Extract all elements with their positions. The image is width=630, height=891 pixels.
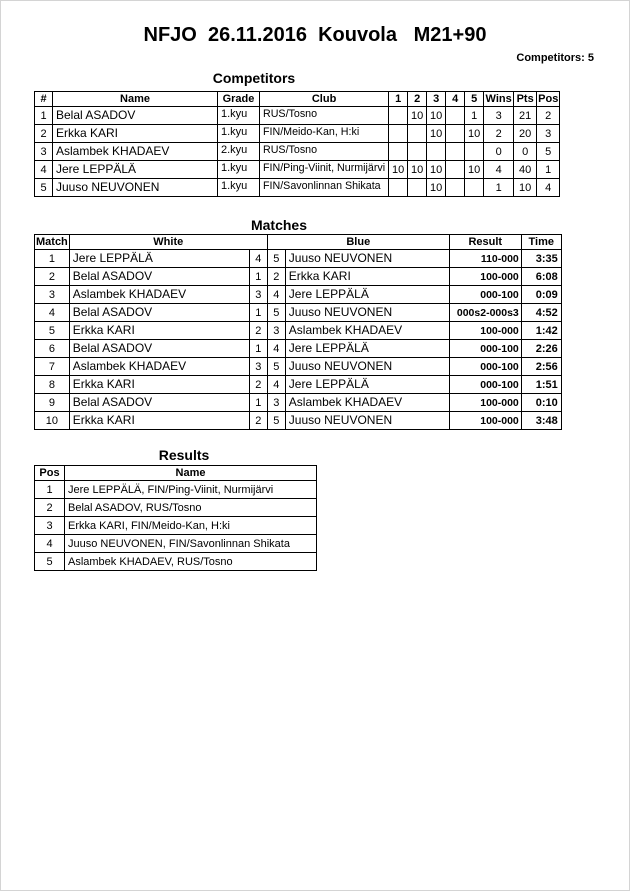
match-number-cell: 9 xyxy=(35,394,70,412)
white-name-cell: Jere LEPPÄLÄ xyxy=(69,250,249,268)
blue-name-cell: Juuso NEUVONEN xyxy=(285,304,449,322)
match-number-cell: 8 xyxy=(35,376,70,394)
competitor-grade-cell: 1.kyu xyxy=(218,179,260,197)
match-number-cell: 6 xyxy=(35,340,70,358)
competitor-score-vs-3-cell: 10 xyxy=(427,107,446,125)
header-opponent-3: 3 xyxy=(427,92,446,107)
page-title: NFJO 26.11.2016 Kouvola M21+90 xyxy=(143,24,487,46)
match-number-cell: 4 xyxy=(35,304,70,322)
match-result-cell: 100-000 xyxy=(449,322,521,340)
competitor-score-vs-1-cell: 10 xyxy=(389,161,408,179)
match-number-cell: 2 xyxy=(35,268,70,286)
competitor-name-cell: Belal ASADOV xyxy=(53,107,218,125)
white-competitor-number-cell: 2 xyxy=(249,376,267,394)
competitor-score-vs-2-cell: 10 xyxy=(408,161,427,179)
competitor-score-vs-4-cell xyxy=(446,143,465,161)
competitor-score-vs-3-cell xyxy=(427,143,446,161)
header-time: Time xyxy=(521,235,561,250)
white-competitor-number-cell: 1 xyxy=(249,394,267,412)
white-name-cell: Erkka KARI xyxy=(69,412,249,430)
competitor-number-cell: 1 xyxy=(35,107,53,125)
match-number-cell: 1 xyxy=(35,250,70,268)
result-position-cell: 4 xyxy=(35,535,65,553)
match-row xyxy=(35,268,562,286)
blue-competitor-number-cell: 5 xyxy=(267,250,285,268)
match-result-cell: 000-100 xyxy=(449,376,521,394)
blue-name-cell: Juuso NEUVONEN xyxy=(285,358,449,376)
result-position-cell: 1 xyxy=(35,481,65,499)
matches-section-title: Matches xyxy=(250,217,308,233)
header-number: # xyxy=(35,92,53,107)
match-time-cell: 3:48 xyxy=(521,412,561,430)
competitor-score-vs-5-cell: 10 xyxy=(465,125,484,143)
competitor-score-vs-4-cell xyxy=(446,179,465,197)
competitor-club-cell: FIN/Ping-Viinit, Nurmijärvi xyxy=(260,161,389,179)
competitor-points-cell: 10 xyxy=(514,179,537,197)
result-position-cell: 2 xyxy=(35,499,65,517)
blue-name-cell: Jere LEPPÄLÄ xyxy=(285,286,449,304)
results-table xyxy=(34,465,317,571)
competitor-number-cell: 5 xyxy=(35,179,53,197)
match-row xyxy=(35,376,562,394)
competitor-name-cell: Aslambek KHADAEV xyxy=(53,143,218,161)
matches-header-row xyxy=(35,235,562,250)
blue-competitor-number-cell: 4 xyxy=(267,286,285,304)
white-competitor-number-cell: 2 xyxy=(249,322,267,340)
blue-competitor-number-cell: 4 xyxy=(267,376,285,394)
white-name-cell: Belal ASADOV xyxy=(69,304,249,322)
white-competitor-number-cell: 2 xyxy=(249,412,267,430)
header-result: Result xyxy=(449,235,521,250)
competitor-row xyxy=(35,143,560,161)
competitor-points-cell: 0 xyxy=(514,143,537,161)
header-club: Club xyxy=(260,92,389,107)
result-row xyxy=(35,481,317,499)
match-row xyxy=(35,304,562,322)
competitor-score-vs-4-cell xyxy=(446,161,465,179)
competitor-score-vs-4-cell xyxy=(446,125,465,143)
match-result-cell: 000s2-000s3 xyxy=(449,304,521,322)
competitor-score-vs-5-cell xyxy=(465,143,484,161)
match-time-cell: 3:35 xyxy=(521,250,561,268)
competitor-score-vs-2-cell xyxy=(408,179,427,197)
white-name-cell: Erkka KARI xyxy=(69,322,249,340)
white-competitor-number-cell: 3 xyxy=(249,358,267,376)
competitor-club-cell: RUS/Tosno xyxy=(260,143,389,161)
result-row xyxy=(35,535,317,553)
white-competitor-number-cell: 4 xyxy=(249,250,267,268)
header-opponent-2: 2 xyxy=(408,92,427,107)
competitor-position-cell: 5 xyxy=(537,143,560,161)
white-competitor-number-cell: 3 xyxy=(249,286,267,304)
blue-name-cell: Aslambek KHADAEV xyxy=(285,322,449,340)
white-competitor-number-cell: 1 xyxy=(249,268,267,286)
result-position-cell: 5 xyxy=(35,553,65,571)
match-result-cell: 000-100 xyxy=(449,286,521,304)
match-row xyxy=(35,412,562,430)
header-opponent-4: 4 xyxy=(446,92,465,107)
competitor-position-cell: 3 xyxy=(537,125,560,143)
competitor-score-vs-2-cell xyxy=(408,125,427,143)
competitor-score-vs-3-cell: 10 xyxy=(427,179,446,197)
match-time-cell: 1:51 xyxy=(521,376,561,394)
result-name-cell: Aslambek KHADAEV, RUS/Tosno xyxy=(65,553,317,571)
competitors-count-label: Competitors: 5 xyxy=(516,52,594,64)
white-name-cell: Aslambek KHADAEV xyxy=(69,358,249,376)
match-row xyxy=(35,286,562,304)
blue-competitor-number-cell: 2 xyxy=(267,268,285,286)
matches-table xyxy=(34,234,562,430)
match-number-cell: 10 xyxy=(35,412,70,430)
results-header-row xyxy=(35,466,317,481)
result-row xyxy=(35,553,317,571)
match-time-cell: 6:08 xyxy=(521,268,561,286)
match-time-cell: 1:42 xyxy=(521,322,561,340)
match-time-cell: 2:26 xyxy=(521,340,561,358)
competitor-score-vs-3-cell: 10 xyxy=(427,125,446,143)
competitor-club-cell: RUS/Tosno xyxy=(260,107,389,125)
matches-body xyxy=(35,250,562,430)
match-time-cell: 2:56 xyxy=(521,358,561,376)
competitor-name-cell: Jere LEPPÄLÄ xyxy=(53,161,218,179)
match-number-cell: 3 xyxy=(35,286,70,304)
competitor-score-vs-1-cell xyxy=(389,179,408,197)
competitor-club-cell: FIN/Savonlinnan Shikata xyxy=(260,179,389,197)
competitor-wins-cell: 4 xyxy=(484,161,514,179)
blue-name-cell: Juuso NEUVONEN xyxy=(285,412,449,430)
blue-competitor-number-cell: 3 xyxy=(267,322,285,340)
blue-name-cell: Erkka KARI xyxy=(285,268,449,286)
blue-competitor-number-cell: 5 xyxy=(267,358,285,376)
match-row xyxy=(35,250,562,268)
competitor-row xyxy=(35,179,560,197)
competitor-number-cell: 3 xyxy=(35,143,53,161)
competitor-position-cell: 4 xyxy=(537,179,560,197)
header-opponent-5: 5 xyxy=(465,92,484,107)
match-number-cell: 5 xyxy=(35,322,70,340)
competitor-grade-cell: 1.kyu xyxy=(218,107,260,125)
white-name-cell: Aslambek KHADAEV xyxy=(69,286,249,304)
blue-competitor-number-cell: 4 xyxy=(267,340,285,358)
competitor-number-cell: 2 xyxy=(35,125,53,143)
competitor-score-vs-5-cell: 10 xyxy=(465,161,484,179)
header-blue: Blue xyxy=(267,235,449,250)
result-row xyxy=(35,517,317,535)
competitor-row xyxy=(35,161,560,179)
match-result-cell: 110-000 xyxy=(449,250,521,268)
white-name-cell: Belal ASADOV xyxy=(69,340,249,358)
competitor-wins-cell: 0 xyxy=(484,143,514,161)
white-name-cell: Belal ASADOV xyxy=(69,394,249,412)
blue-competitor-number-cell: 5 xyxy=(267,412,285,430)
competitor-grade-cell: 2.kyu xyxy=(218,143,260,161)
competitor-row xyxy=(35,125,560,143)
header-points: Pts xyxy=(514,92,537,107)
header-name: Name xyxy=(53,92,218,107)
result-name-cell: Juuso NEUVONEN, FIN/Savonlinnan Shikata xyxy=(65,535,317,553)
results-section-title: Results xyxy=(158,447,210,463)
match-time-cell: 0:10 xyxy=(521,394,561,412)
match-time-cell: 4:52 xyxy=(521,304,561,322)
header-grade: Grade xyxy=(218,92,260,107)
competitor-name-cell: Juuso NEUVONEN xyxy=(53,179,218,197)
competitor-score-vs-5-cell: 1 xyxy=(465,107,484,125)
match-row xyxy=(35,322,562,340)
competitor-club-cell: FIN/Meido-Kan, H:ki xyxy=(260,125,389,143)
white-name-cell: Belal ASADOV xyxy=(69,268,249,286)
match-result-cell: 000-100 xyxy=(449,340,521,358)
match-result-cell: 100-000 xyxy=(449,412,521,430)
header-position: Pos xyxy=(538,93,559,105)
competitor-wins-cell: 2 xyxy=(484,125,514,143)
result-name-cell: Jere LEPPÄLÄ, FIN/Ping-Viinit, Nurmijärvi xyxy=(65,481,317,499)
competitor-points-cell: 40 xyxy=(514,161,537,179)
competitor-score-vs-1-cell xyxy=(389,125,408,143)
match-row xyxy=(35,358,562,376)
competitor-score-vs-1-cell xyxy=(389,107,408,125)
blue-name-cell: Jere LEPPÄLÄ xyxy=(285,376,449,394)
result-name-cell: Erkka KARI, FIN/Meido-Kan, H:ki xyxy=(65,517,317,535)
match-row xyxy=(35,340,562,358)
competitors-table xyxy=(34,91,560,197)
competitor-score-vs-2-cell: 10 xyxy=(408,107,427,125)
competitor-score-vs-2-cell xyxy=(408,143,427,161)
result-name-cell: Belal ASADOV, RUS/Tosno xyxy=(65,499,317,517)
competitor-points-cell: 20 xyxy=(514,125,537,143)
blue-competitor-number-cell: 3 xyxy=(267,394,285,412)
competitors-header-row xyxy=(35,92,560,107)
competitor-wins-cell: 3 xyxy=(484,107,514,125)
header-match: Match xyxy=(36,236,68,248)
competitor-position-cell: 1 xyxy=(537,161,560,179)
white-competitor-number-cell: 1 xyxy=(249,340,267,358)
competitor-points-cell: 21 xyxy=(514,107,537,125)
competitor-wins-cell: 1 xyxy=(484,179,514,197)
competitor-position-cell: 2 xyxy=(537,107,560,125)
header-opponent-1: 1 xyxy=(389,92,408,107)
header-result-name: Name xyxy=(65,466,317,481)
competitor-row xyxy=(35,107,560,125)
result-row xyxy=(35,499,317,517)
blue-name-cell: Aslambek KHADAEV xyxy=(285,394,449,412)
competitor-grade-cell: 1.kyu xyxy=(218,125,260,143)
result-position-cell: 3 xyxy=(35,517,65,535)
blue-competitor-number-cell: 5 xyxy=(267,304,285,322)
match-result-cell: 100-000 xyxy=(449,394,521,412)
competitor-score-vs-3-cell: 10 xyxy=(427,161,446,179)
match-number-cell: 7 xyxy=(35,358,70,376)
competitors-body xyxy=(35,107,560,197)
blue-name-cell: Jere LEPPÄLÄ xyxy=(285,340,449,358)
white-name-cell: Erkka KARI xyxy=(69,376,249,394)
header-result-position: Pos xyxy=(35,466,65,481)
competitor-name-cell: Erkka KARI xyxy=(53,125,218,143)
match-result-cell: 000-100 xyxy=(449,358,521,376)
header-white: White xyxy=(69,235,267,250)
match-result-cell: 100-000 xyxy=(449,268,521,286)
match-row xyxy=(35,394,562,412)
blue-name-cell: Juuso NEUVONEN xyxy=(285,250,449,268)
competitor-score-vs-4-cell xyxy=(446,107,465,125)
competitors-section-title: Competitors xyxy=(212,70,296,86)
competitor-grade-cell: 1.kyu xyxy=(218,161,260,179)
competitor-score-vs-1-cell xyxy=(389,143,408,161)
white-competitor-number-cell: 1 xyxy=(249,304,267,322)
header-wins: Wins xyxy=(485,93,512,105)
match-time-cell: 0:09 xyxy=(521,286,561,304)
results-body xyxy=(35,481,317,571)
competitor-number-cell: 4 xyxy=(35,161,53,179)
competitor-score-vs-5-cell xyxy=(465,179,484,197)
